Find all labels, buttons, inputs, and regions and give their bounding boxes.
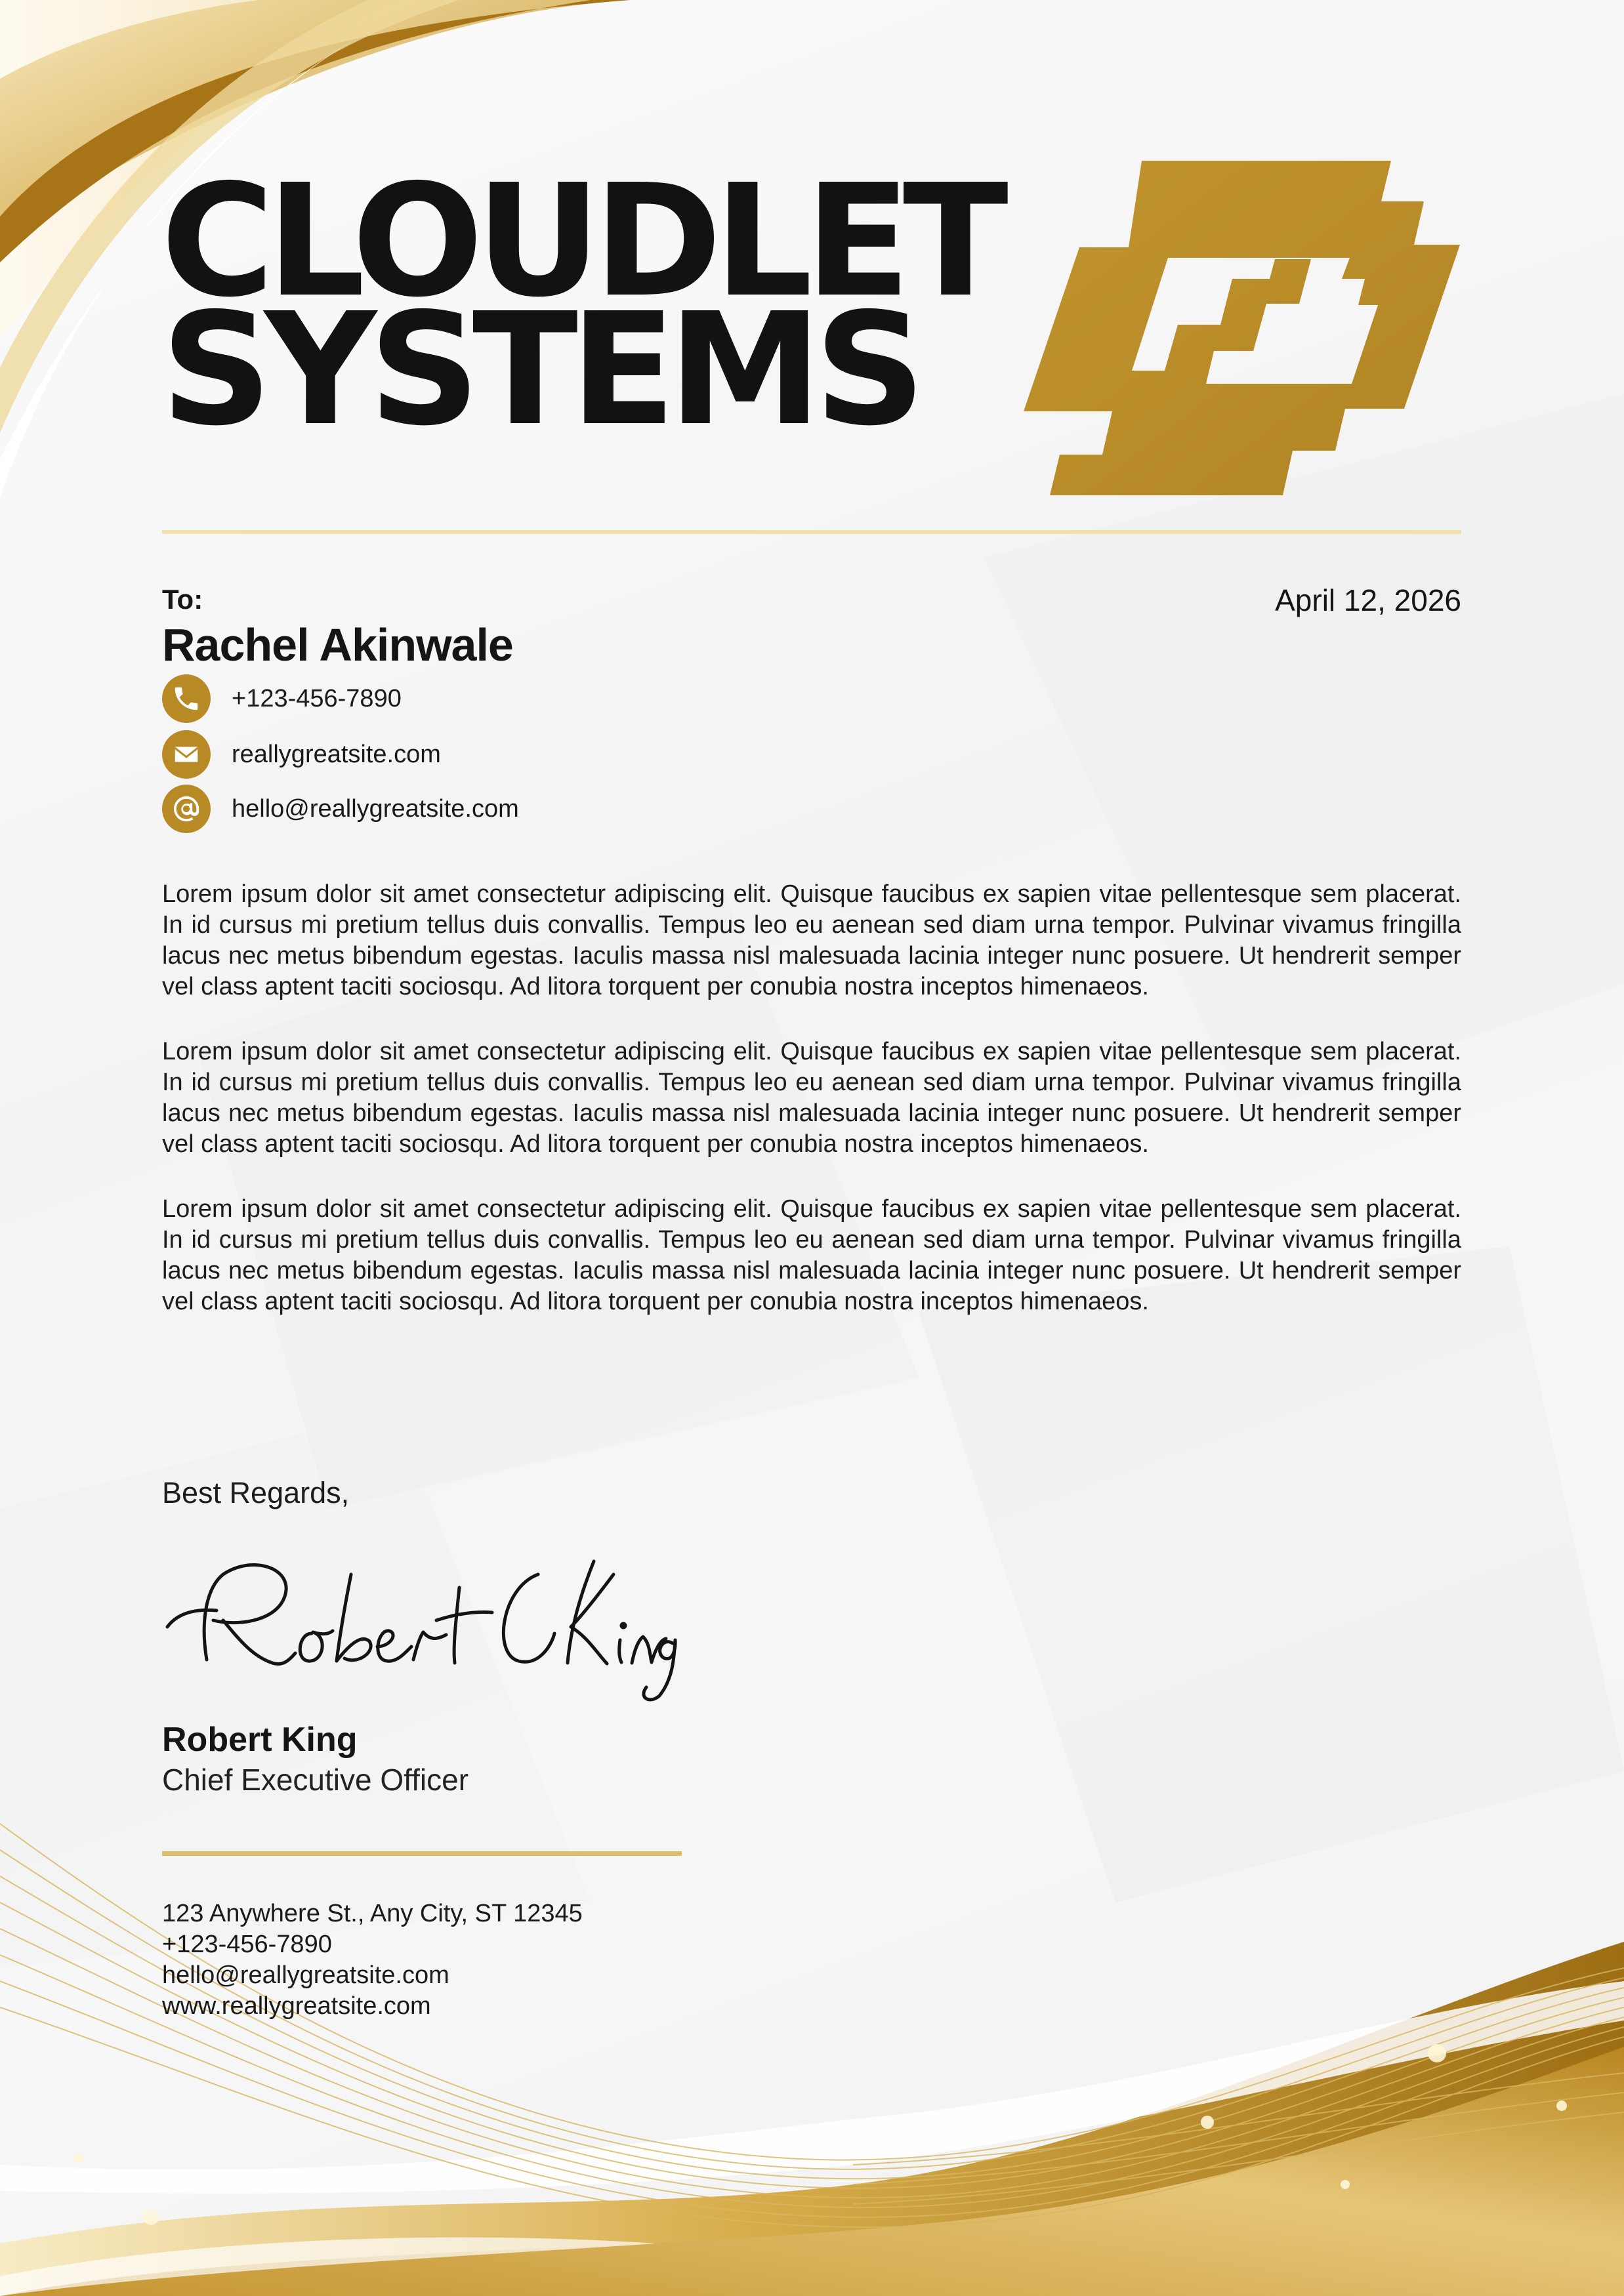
signer-name: Robert King [162,1721,358,1759]
footer-address: 123 Anywhere St., Any City, ST 12345 [162,1900,583,1927]
contact-website-text: reallygreatsite.com [232,740,441,768]
company-name-line1: CLOUDLET [161,151,1001,331]
footer-phone: +123-456-7890 [162,1931,332,1958]
envelope-icon [162,730,211,779]
phone-icon [162,674,211,723]
closing-salutation: Best Regards, [162,1476,350,1509]
at-sign-icon [162,785,211,833]
handwritten-signature [161,1548,679,1706]
footer-email: hello@reallygreatsite.com [162,1961,449,1989]
footer-divider [162,1851,682,1856]
body-paragraph: Lorem ipsum dolor sit amet consectetur adipiscing elit. Quisque faucibus ex sapien vitae pellentesque sem placerat. In id cursus mi pretium tellus duis convallis. Tempus leo eu aenean sed diam urna tempor. Pulvinar vivamus fringilla lacus nec metus bibendum egestas. Iaculis massa nisl malesuada lacinia integer nunc posuere. Ut hendrerit semper vel class aptent taciti sociosqu. Ad litora torquent per conubia nostra inceptos himenaeos. [162,1038,1461,1158]
letter-date: April 12, 2026 [1275,583,1461,617]
stepped-hexagon-logo-icon [1024,161,1463,495]
body-paragraph: Lorem ipsum dolor sit amet consectetur adipiscing elit. Quisque faucibus ex sapien vitae pellentesque sem placerat. In id cursus mi pretium tellus duis convallis. Tempus leo eu aenean sed diam urna tempor. Pulvinar vivamus fringilla lacus nec metus bibendum egestas. Iaculis massa nisl malesuada lacinia integer nunc posuere. Ut hendrerit semper vel class aptent taciti sociosqu. Ad litora torquent per conubia nostra inceptos himenaeos. [162,880,1461,1000]
to-label: To: [162,584,203,615]
header-divider [162,530,1461,534]
company-name [161,151,1001,460]
body-paragraph: Lorem ipsum dolor sit amet consectetur adipiscing elit. Quisque faucibus ex sapien vitae pellentesque sem placerat. In id cursus mi pretium tellus duis convallis. Tempus leo eu aenean sed diam urna tempor. Pulvinar vivamus fringilla lacus nec metus bibendum egestas. Iaculis massa nisl malesuada lacinia integer nunc posuere. Ut hendrerit semper vel class aptent taciti sociosqu. Ad litora torquent per conubia nostra inceptos himenaeos. [162,1195,1461,1315]
contact-email-text: hello@reallygreatsite.com [232,794,519,823]
contact-website [162,730,441,779]
contact-email [162,785,519,833]
footer-contact-block [162,1898,583,2022]
signer-title: Chief Executive Officer [162,1763,469,1797]
company-name-line2: SYSTEMS [161,279,918,460]
contact-phone [162,674,402,723]
recipient-name: Rachel Akinwale [162,619,513,670]
letter-body [162,879,1461,1351]
footer-website: www.reallygreatsite.com [162,1992,431,2020]
contact-phone-text: +123-456-7890 [232,684,402,712]
